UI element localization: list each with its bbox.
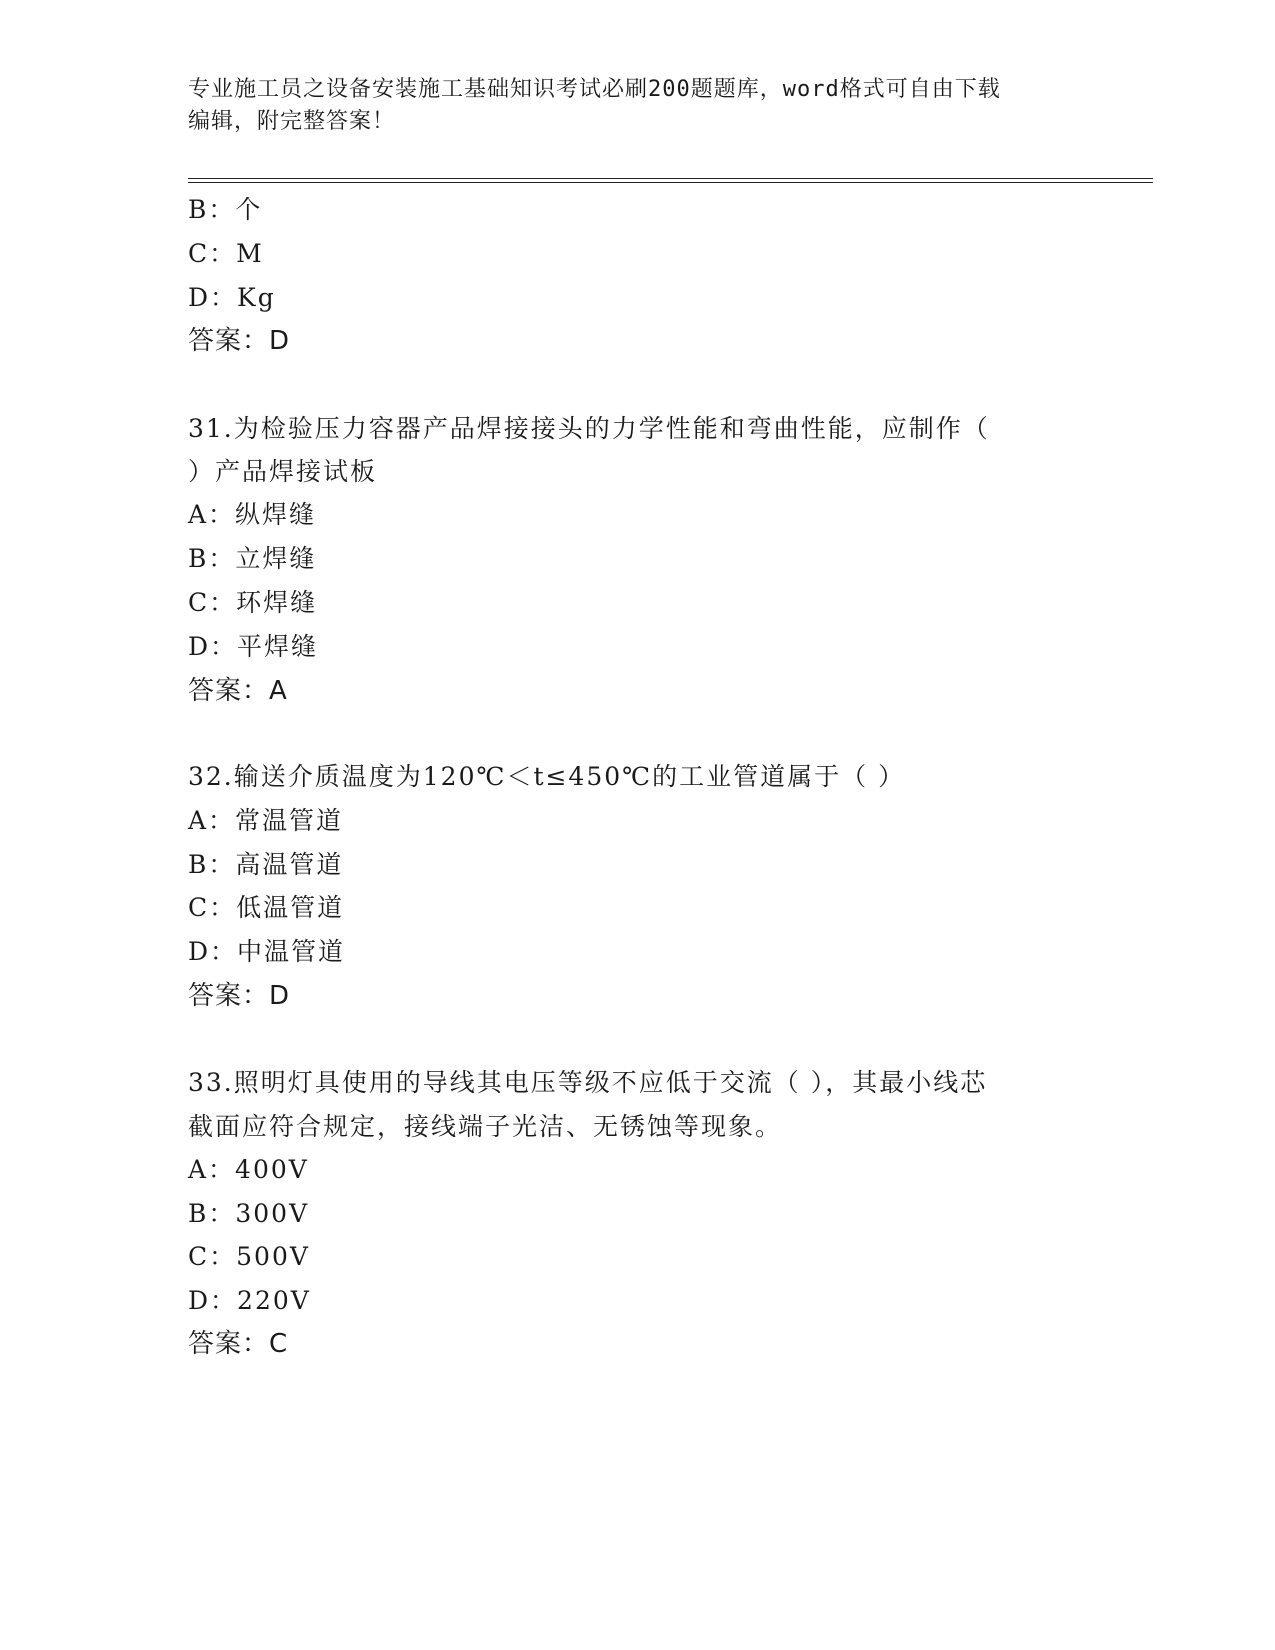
header-line-1: 专业施工员之设备安装施工基础知识考试必刷200题题库，word格式可自由下载 <box>188 77 1001 102</box>
q31-answer: 答案：A <box>188 676 288 706</box>
q31-stem-line-2: ）产品焊接试板 <box>188 457 378 486</box>
q33-stem-line-1: 33.照明灯具使用的导线其电压等级不应低于交流（ ），其最小线芯 <box>188 1068 988 1097</box>
q32-option-a: A：常温管道 <box>188 806 344 835</box>
q32-stem-line-1: 32.输送介质温度为120℃＜t≤450℃的工业管道属于（ ） <box>188 762 906 791</box>
document-header <box>188 74 1068 138</box>
q32-answer: 答案：D <box>188 981 291 1011</box>
prev-answer: 答案：D <box>188 326 291 356</box>
q31-option-a: A：纵焊缝 <box>188 500 317 529</box>
q33-option-c: C：500V <box>188 1242 310 1271</box>
header-divider-top <box>188 178 1153 179</box>
q33-option-a: A：400V <box>188 1155 309 1184</box>
q33-option-b: B：300V <box>188 1199 310 1228</box>
prev-option-b: B：个 <box>188 195 263 224</box>
prev-option-d: D：Kg <box>188 283 276 312</box>
q32-option-b: B：高温管道 <box>188 850 344 879</box>
q32-option-c: C：低温管道 <box>188 893 345 922</box>
q31-option-b: B：立焊缝 <box>188 544 317 573</box>
q33-option-d: D：220V <box>188 1286 311 1315</box>
prev-option-c: C：M <box>188 239 264 268</box>
q33-answer: 答案：C <box>188 1329 289 1359</box>
q31-option-c: C：环焊缝 <box>188 588 318 617</box>
q31-option-d: D：平焊缝 <box>188 632 319 661</box>
q32-option-d: D：中温管道 <box>188 937 346 966</box>
header-divider-bottom <box>188 182 1153 183</box>
q33-stem-line-2: 截面应符合规定，接线端子光洁、无锈蚀等现象。 <box>188 1112 783 1141</box>
header-line-2: 编辑，附完整答案！ <box>188 109 396 134</box>
q31-stem-line-1: 31.为检验压力容器产品焊接接头的力学性能和弯曲性能，应制作（ <box>188 414 990 443</box>
